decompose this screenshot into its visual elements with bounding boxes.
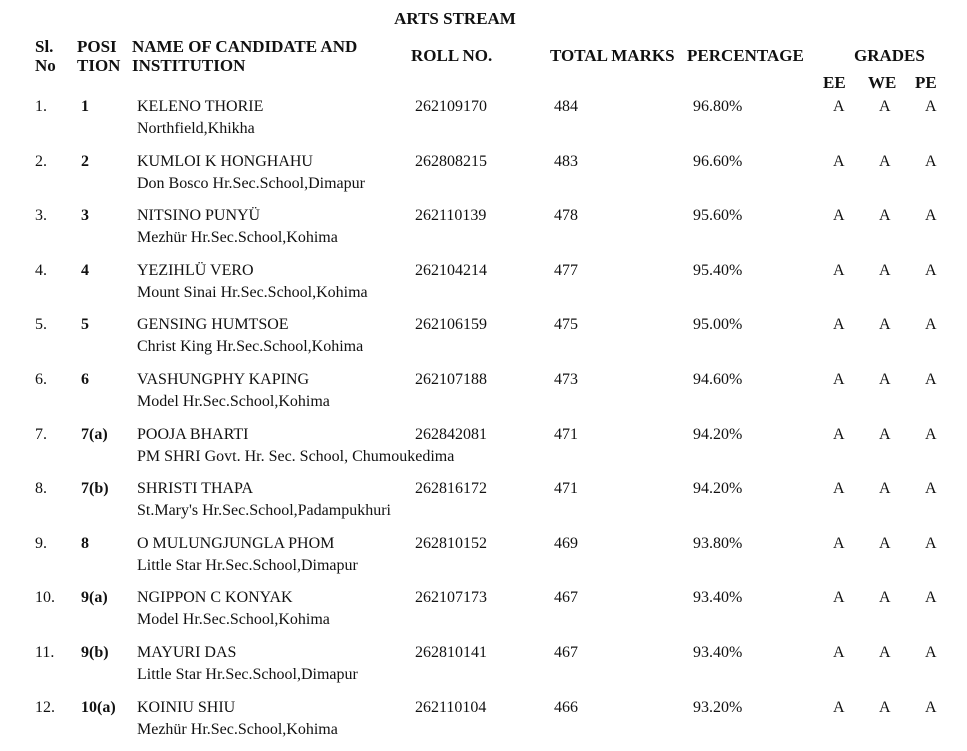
institution-name: Northfield,Khikha (137, 120, 255, 137)
position: 5 (81, 316, 89, 334)
percentage: 93.20% (693, 698, 743, 716)
position: 2 (81, 152, 89, 170)
percentage: 95.60% (693, 207, 743, 225)
roll-number: 262110139 (415, 207, 487, 225)
table-row (0, 642, 967, 697)
page-title: ARTS STREAM (394, 9, 516, 28)
grade-we: A (879, 425, 891, 443)
grade-ee: A (833, 207, 845, 225)
grade-pe: A (925, 261, 937, 279)
grade-pe: A (925, 425, 937, 443)
header-name-institution: NAME OF CANDIDATE AND INSTITUTION (132, 37, 358, 75)
grade-pe: A (925, 207, 937, 225)
header-grade-ee: EE (823, 73, 846, 92)
position: 7(a) (81, 425, 108, 443)
roll-number: 262107173 (415, 589, 487, 607)
grade-we: A (879, 316, 891, 334)
candidate-name: KUMLOI K HONGHAHU (137, 152, 313, 170)
roll-number: 262107188 (415, 370, 487, 388)
position: 4 (81, 261, 89, 279)
header-grade-we: WE (868, 73, 897, 92)
institution-name: Model Hr.Sec.School,Kohima (137, 392, 330, 410)
grade-ee: A (833, 534, 845, 552)
percentage: 94.20% (693, 425, 743, 443)
position: 9(b) (81, 643, 109, 661)
total-marks: 467 (554, 643, 578, 661)
position: 10(a) (81, 698, 116, 716)
total-marks: 477 (554, 261, 578, 279)
serial-number: 7. (35, 425, 47, 443)
total-marks: 484 (554, 98, 578, 115)
grade-we: A (879, 261, 891, 279)
serial-number: 2. (35, 152, 47, 170)
position: 9(a) (81, 589, 108, 607)
header-sl-no: Sl. No (35, 37, 56, 75)
total-marks: 478 (554, 207, 578, 225)
candidate-name: NGIPPON C KONYAK (137, 589, 293, 607)
grade-ee: A (833, 698, 845, 716)
serial-number: 10. (35, 589, 55, 607)
header-percentage: PERCENTAGE (687, 46, 804, 65)
candidate-name: KELENO THORIE (137, 98, 264, 115)
serial-number: 11. (35, 643, 55, 661)
percentage: 96.60% (693, 152, 743, 170)
percentage: 95.00% (693, 316, 743, 334)
total-marks: 466 (554, 698, 578, 716)
roll-number: 262104214 (415, 261, 487, 279)
roll-number: 262109170 (415, 98, 487, 115)
serial-number: 4. (35, 261, 47, 279)
serial-number: 1. (35, 98, 47, 115)
serial-number: 8. (35, 480, 47, 498)
grade-ee: A (833, 98, 845, 115)
grade-we: A (879, 480, 891, 498)
roll-number: 262810141 (415, 643, 487, 661)
institution-name: Model Hr.Sec.School,Kohima (137, 611, 330, 629)
grade-ee: A (833, 152, 845, 170)
percentage: 95.40% (693, 261, 743, 279)
grade-pe: A (925, 698, 937, 716)
total-marks: 473 (554, 370, 578, 388)
grade-we: A (879, 643, 891, 661)
table-row (0, 478, 967, 533)
serial-number: 12. (35, 698, 55, 716)
candidate-name: KOINIU SHIU (137, 698, 236, 716)
total-marks: 483 (554, 152, 578, 170)
total-marks: 469 (554, 534, 578, 552)
total-marks: 467 (554, 589, 578, 607)
institution-name: Mezhür Hr.Sec.School,Kohima (137, 720, 338, 738)
grade-pe: A (925, 316, 937, 334)
institution-name: Little Star Hr.Sec.School,Dimapur (137, 665, 358, 683)
position: 8 (81, 534, 89, 552)
grade-pe: A (925, 534, 937, 552)
candidate-name: O MULUNGJUNGLA PHOM (137, 534, 335, 552)
position: 3 (81, 207, 89, 225)
table-row (0, 533, 967, 588)
grade-ee: A (833, 589, 845, 607)
grade-we: A (879, 207, 891, 225)
candidate-name: POOJA BHARTI (137, 425, 249, 443)
position: 1 (81, 98, 89, 115)
grade-ee: A (833, 643, 845, 661)
roll-number: 262110104 (415, 698, 487, 716)
roll-number: 262816172 (415, 480, 487, 498)
grade-ee: A (833, 261, 845, 279)
serial-number: 3. (35, 207, 47, 225)
table-row (0, 697, 967, 751)
candidate-name: VASHUNGPHY KAPING (137, 370, 310, 388)
roll-number: 262842081 (415, 425, 487, 443)
grade-pe: A (925, 589, 937, 607)
table-row (0, 260, 967, 315)
grade-ee: A (833, 480, 845, 498)
percentage: 93.80% (693, 534, 743, 552)
candidate-name: NITSINO PUNYÜ (137, 207, 261, 225)
roll-number: 262106159 (415, 316, 487, 334)
grade-pe: A (925, 643, 937, 661)
table-row (0, 587, 967, 642)
header-roll-no: ROLL NO. (411, 46, 493, 65)
institution-name: PM SHRI Govt. Hr. Sec. School, Chumoukedima (137, 447, 455, 465)
institution-name: Christ King Hr.Sec.School,Kohima (137, 338, 364, 356)
percentage: 94.20% (693, 480, 743, 498)
candidate-name: GENSING HUMTSOE (137, 316, 289, 334)
table-row (0, 96, 967, 151)
table-row (0, 205, 967, 260)
grade-pe: A (925, 370, 937, 388)
institution-name: Little Star Hr.Sec.School,Dimapur (137, 556, 358, 574)
grade-we: A (879, 698, 891, 716)
header-grade-pe: PE (915, 73, 937, 92)
candidate-name: YEZIHLÜ VERO (137, 261, 254, 279)
grade-pe: A (925, 152, 937, 170)
results-table (0, 96, 967, 751)
header-grades: GRADES (854, 46, 925, 65)
percentage: 96.80% (693, 98, 743, 115)
percentage: 93.40% (693, 643, 743, 661)
serial-number: 6. (35, 370, 47, 388)
table-row (0, 424, 967, 479)
grade-pe: A (925, 98, 937, 115)
roll-number: 262808215 (415, 152, 487, 170)
institution-name: Don Bosco Hr.Sec.School,Dimapur (137, 174, 365, 192)
table-row (0, 369, 967, 424)
grade-we: A (879, 370, 891, 388)
header-position: POSI TION (77, 37, 121, 75)
grade-ee: A (833, 316, 845, 334)
table-row (0, 151, 967, 206)
roll-number: 262810152 (415, 534, 487, 552)
position: 7(b) (81, 480, 109, 498)
grade-ee: A (833, 425, 845, 443)
total-marks: 475 (554, 316, 578, 334)
grade-we: A (879, 152, 891, 170)
grade-we: A (879, 534, 891, 552)
total-marks: 471 (554, 425, 578, 443)
percentage: 94.60% (693, 370, 743, 388)
serial-number: 9. (35, 534, 47, 552)
serial-number: 5. (35, 316, 47, 334)
grade-pe: A (925, 480, 937, 498)
percentage: 93.40% (693, 589, 743, 607)
total-marks: 471 (554, 480, 578, 498)
grade-we: A (879, 98, 891, 115)
candidate-name: MAYURI DAS (137, 643, 237, 661)
position: 6 (81, 370, 89, 388)
table-row (0, 314, 967, 369)
institution-name: Mount Sinai Hr.Sec.School,Kohima (137, 283, 368, 301)
institution-name: Mezhür Hr.Sec.School,Kohima (137, 229, 338, 247)
grade-ee: A (833, 370, 845, 388)
candidate-name: SHRISTI THAPA (137, 480, 254, 498)
grade-we: A (879, 589, 891, 607)
institution-name: St.Mary's Hr.Sec.School,Padampukhuri (137, 502, 391, 520)
header-total-marks: TOTAL MARKS (550, 46, 675, 65)
